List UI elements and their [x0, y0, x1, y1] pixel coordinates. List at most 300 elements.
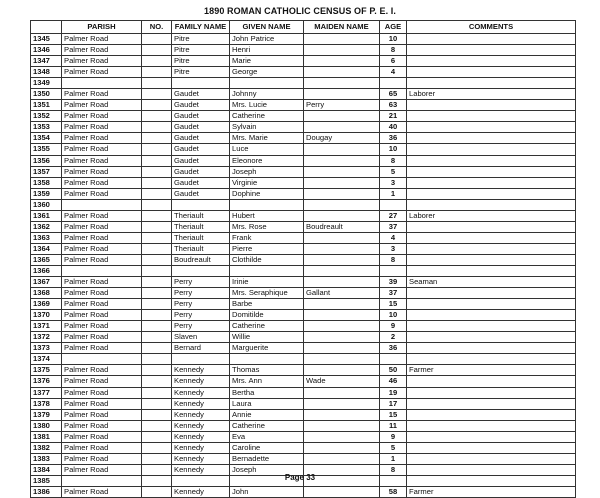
table-row — [31, 45, 576, 56]
maiden-name-cell: Boudreault — [304, 221, 380, 232]
comments-cell — [407, 442, 576, 453]
row-number-cell: 1353 — [31, 122, 62, 133]
age-cell: 8 — [380, 254, 407, 265]
family-name-cell: Kennedy — [172, 365, 230, 376]
row-number-cell: 1351 — [31, 100, 62, 111]
row-number-cell: 1348 — [31, 67, 62, 78]
parish-cell: Palmer Road — [62, 387, 142, 398]
given-name-cell: Catherine — [230, 111, 304, 122]
row-number-cell: 1345 — [31, 34, 62, 45]
parish-cell: Palmer Road — [62, 100, 142, 111]
age-cell: 37 — [380, 221, 407, 232]
comments-cell — [407, 420, 576, 431]
maiden-name-cell — [304, 321, 380, 332]
parish-cell — [62, 78, 142, 89]
age-cell: 17 — [380, 398, 407, 409]
table-row — [31, 387, 576, 398]
age-cell: 11 — [380, 420, 407, 431]
family-name-cell: Perry — [172, 277, 230, 288]
family-name-cell: Perry — [172, 299, 230, 310]
parish-cell: Palmer Road — [62, 34, 142, 45]
age-cell: 15 — [380, 409, 407, 420]
no-cell — [142, 144, 172, 155]
parish-cell: Palmer Road — [62, 89, 142, 100]
parish-cell: Palmer Road — [62, 67, 142, 78]
row-number-cell: 1366 — [31, 265, 62, 276]
maiden-name-cell — [304, 332, 380, 343]
given-name-cell: Thomas — [230, 365, 304, 376]
parish-cell: Palmer Road — [62, 133, 142, 144]
table-row — [31, 177, 576, 188]
no-cell — [142, 442, 172, 453]
parish-cell: Palmer Road — [62, 464, 142, 475]
table-row — [31, 398, 576, 409]
age-cell: 1 — [380, 188, 407, 199]
no-cell — [142, 277, 172, 288]
maiden-name-cell: Dougay — [304, 133, 380, 144]
row-number-cell: 1368 — [31, 288, 62, 299]
age-cell: 3 — [380, 243, 407, 254]
table-row — [31, 89, 576, 100]
given-name-cell: Mrs. Marie — [230, 133, 304, 144]
given-name-cell: Sylvain — [230, 122, 304, 133]
maiden-name-cell — [304, 398, 380, 409]
no-cell — [142, 34, 172, 45]
table-row — [31, 133, 576, 144]
given-name-cell: Catherine — [230, 321, 304, 332]
given-name-cell: Mrs. Ann — [230, 376, 304, 387]
age-cell: 8 — [380, 45, 407, 56]
comments-cell — [407, 34, 576, 45]
parish-cell: Palmer Road — [62, 254, 142, 265]
family-name-cell: Kennedy — [172, 409, 230, 420]
age-cell: 39 — [380, 277, 407, 288]
maiden-name-cell — [304, 210, 380, 221]
given-name-cell: Domitilde — [230, 310, 304, 321]
age-cell: 5 — [380, 442, 407, 453]
family-name-cell: Theriault — [172, 232, 230, 243]
row-number-cell: 1369 — [31, 299, 62, 310]
age-cell: 10 — [380, 144, 407, 155]
row-number-cell: 1361 — [31, 210, 62, 221]
age-cell: 63 — [380, 100, 407, 111]
comments-cell — [407, 67, 576, 78]
comments-cell: Farmer — [407, 486, 576, 497]
given-name-cell: Caroline — [230, 442, 304, 453]
family-name-cell: Theriault — [172, 210, 230, 221]
row-number-cell: 1383 — [31, 453, 62, 464]
maiden-name-cell — [304, 442, 380, 453]
comments-cell — [407, 299, 576, 310]
row-number-cell: 1355 — [31, 144, 62, 155]
maiden-name-cell — [304, 254, 380, 265]
table-row — [31, 221, 576, 232]
family-name-cell: Bernard — [172, 343, 230, 354]
age-cell: 4 — [380, 67, 407, 78]
table-row — [31, 321, 576, 332]
comments-cell — [407, 100, 576, 111]
given-name-cell: Mrs. Seraphique — [230, 288, 304, 299]
comments-cell — [407, 288, 576, 299]
comments-cell — [407, 376, 576, 387]
row-number-cell: 1375 — [31, 365, 62, 376]
maiden-name-cell — [304, 155, 380, 166]
maiden-name-cell — [304, 34, 380, 45]
given-name-cell: Virginie — [230, 177, 304, 188]
parish-cell: Palmer Road — [62, 453, 142, 464]
parish-cell: Palmer Road — [62, 409, 142, 420]
row-number-cell: 1356 — [31, 155, 62, 166]
row-number-cell: 1386 — [31, 486, 62, 497]
maiden-name-cell — [304, 299, 380, 310]
parish-cell: Palmer Road — [62, 299, 142, 310]
age-cell: 58 — [380, 486, 407, 497]
given-name-cell: Barbe — [230, 299, 304, 310]
header-no: NO. — [142, 21, 172, 34]
age-cell: 36 — [380, 133, 407, 144]
age-cell: 15 — [380, 299, 407, 310]
row-number-cell: 1354 — [31, 133, 62, 144]
parish-cell: Palmer Road — [62, 45, 142, 56]
comments-cell — [407, 133, 576, 144]
maiden-name-cell — [304, 78, 380, 89]
age-cell — [380, 354, 407, 365]
parish-cell: Palmer Road — [62, 343, 142, 354]
maiden-name-cell — [304, 277, 380, 288]
table-row — [31, 232, 576, 243]
maiden-name-cell — [304, 265, 380, 276]
age-cell: 37 — [380, 288, 407, 299]
family-name-cell: Kennedy — [172, 453, 230, 464]
no-cell — [142, 133, 172, 144]
family-name-cell: Gaudet — [172, 166, 230, 177]
comments-cell — [407, 387, 576, 398]
table-row — [31, 122, 576, 133]
family-name-cell: Theriault — [172, 221, 230, 232]
parish-cell: Palmer Road — [62, 188, 142, 199]
table-row — [31, 166, 576, 177]
given-name-cell — [230, 78, 304, 89]
given-name-cell — [230, 199, 304, 210]
parish-cell: Palmer Road — [62, 420, 142, 431]
row-number-cell: 1360 — [31, 199, 62, 210]
table-row — [31, 243, 576, 254]
row-number-cell: 1347 — [31, 56, 62, 67]
maiden-name-cell — [304, 232, 380, 243]
no-cell — [142, 376, 172, 387]
comments-cell — [407, 144, 576, 155]
age-cell: 10 — [380, 310, 407, 321]
family-name-cell: Gaudet — [172, 177, 230, 188]
no-cell — [142, 310, 172, 321]
parish-cell: Palmer Road — [62, 486, 142, 497]
maiden-name-cell — [304, 387, 380, 398]
no-cell — [142, 409, 172, 420]
family-name-cell: Theriault — [172, 243, 230, 254]
no-cell — [142, 100, 172, 111]
row-number-cell: 1363 — [31, 232, 62, 243]
age-cell: 3 — [380, 177, 407, 188]
table-row — [31, 310, 576, 321]
row-number-cell: 1370 — [31, 310, 62, 321]
row-number-cell: 1364 — [31, 243, 62, 254]
comments-cell — [407, 188, 576, 199]
table-row — [31, 442, 576, 453]
table-row — [31, 453, 576, 464]
family-name-cell: Gaudet — [172, 122, 230, 133]
header-age: AGE — [380, 21, 407, 34]
family-name-cell: Gaudet — [172, 100, 230, 111]
age-cell — [380, 265, 407, 276]
table-row — [31, 100, 576, 111]
maiden-name-cell — [304, 343, 380, 354]
family-name-cell: Boudreault — [172, 254, 230, 265]
maiden-name-cell — [304, 122, 380, 133]
header-comments: COMMENTS — [407, 21, 576, 34]
row-number-cell: 1352 — [31, 111, 62, 122]
comments-cell — [407, 111, 576, 122]
given-name-cell: Laura — [230, 398, 304, 409]
row-number-cell: 1367 — [31, 277, 62, 288]
family-name-cell — [172, 354, 230, 365]
comments-cell — [407, 431, 576, 442]
parish-cell: Palmer Road — [62, 56, 142, 67]
row-number-cell: 1374 — [31, 354, 62, 365]
header-parish: PARISH — [62, 21, 142, 34]
no-cell — [142, 166, 172, 177]
table-row — [31, 34, 576, 45]
given-name-cell: John Patrice — [230, 34, 304, 45]
comments-cell — [407, 56, 576, 67]
comments-cell — [407, 166, 576, 177]
no-cell — [142, 56, 172, 67]
table-row — [31, 265, 576, 276]
table-row — [31, 188, 576, 199]
given-name-cell: Bertha — [230, 387, 304, 398]
family-name-cell: Kennedy — [172, 442, 230, 453]
given-name-cell: Catherine — [230, 420, 304, 431]
age-cell: 50 — [380, 365, 407, 376]
given-name-cell: Johnny — [230, 89, 304, 100]
family-name-cell: Gaudet — [172, 155, 230, 166]
family-name-cell — [172, 78, 230, 89]
header-row-number — [31, 21, 62, 34]
family-name-cell: Gaudet — [172, 133, 230, 144]
parish-cell: Palmer Road — [62, 111, 142, 122]
age-cell: 9 — [380, 431, 407, 442]
no-cell — [142, 431, 172, 442]
table-row — [31, 299, 576, 310]
given-name-cell: Eva — [230, 431, 304, 442]
family-name-cell: Kennedy — [172, 464, 230, 475]
comments-cell — [407, 354, 576, 365]
no-cell — [142, 221, 172, 232]
page-title: 1890 ROMAN CATHOLIC CENSUS OF P. E. I. — [204, 6, 396, 16]
comments-cell — [407, 199, 576, 210]
age-cell: 27 — [380, 210, 407, 221]
maiden-name-cell — [304, 144, 380, 155]
age-cell: 8 — [380, 155, 407, 166]
comments-cell — [407, 254, 576, 265]
maiden-name-cell — [304, 420, 380, 431]
family-name-cell: Gaudet — [172, 111, 230, 122]
no-cell — [142, 343, 172, 354]
parish-cell: Palmer Road — [62, 431, 142, 442]
table-row — [31, 277, 576, 288]
row-number-cell: 1350 — [31, 89, 62, 100]
parish-cell — [62, 265, 142, 276]
table-row — [31, 288, 576, 299]
parish-cell: Palmer Road — [62, 398, 142, 409]
parish-cell: Palmer Road — [62, 232, 142, 243]
no-cell — [142, 299, 172, 310]
family-name-cell: Slaven — [172, 332, 230, 343]
given-name-cell: Luce — [230, 144, 304, 155]
parish-cell: Palmer Road — [62, 144, 142, 155]
comments-cell: Laborer — [407, 89, 576, 100]
family-name-cell: Perry — [172, 321, 230, 332]
maiden-name-cell — [304, 56, 380, 67]
census-body — [31, 34, 576, 498]
header-row — [31, 21, 576, 34]
comments-cell — [407, 232, 576, 243]
no-cell — [142, 155, 172, 166]
no-cell — [142, 387, 172, 398]
maiden-name-cell — [304, 45, 380, 56]
table-row — [31, 144, 576, 155]
parish-cell: Palmer Road — [62, 365, 142, 376]
maiden-name-cell — [304, 67, 380, 78]
maiden-name-cell — [304, 111, 380, 122]
family-name-cell: Kennedy — [172, 398, 230, 409]
header-given-name: GIVEN NAME — [230, 21, 304, 34]
no-cell — [142, 254, 172, 265]
parish-cell: Palmer Road — [62, 332, 142, 343]
family-name-cell — [172, 265, 230, 276]
given-name-cell: John — [230, 486, 304, 497]
family-name-cell: Pitre — [172, 45, 230, 56]
parish-cell: Palmer Road — [62, 288, 142, 299]
age-cell: 8 — [380, 464, 407, 475]
age-cell: 10 — [380, 34, 407, 45]
no-cell — [142, 122, 172, 133]
comments-cell — [407, 398, 576, 409]
comments-cell — [407, 243, 576, 254]
parish-cell: Palmer Road — [62, 310, 142, 321]
given-name-cell: Annie — [230, 409, 304, 420]
family-name-cell: Pitre — [172, 34, 230, 45]
no-cell — [142, 243, 172, 254]
family-name-cell: Gaudet — [172, 89, 230, 100]
no-cell — [142, 67, 172, 78]
parish-cell — [62, 199, 142, 210]
age-cell — [380, 199, 407, 210]
age-cell: 21 — [380, 111, 407, 122]
maiden-name-cell — [304, 409, 380, 420]
comments-cell: Seaman — [407, 277, 576, 288]
given-name-cell: Mrs. Rose — [230, 221, 304, 232]
family-name-cell: Kennedy — [172, 376, 230, 387]
table-row — [31, 354, 576, 365]
row-number-cell: 1378 — [31, 398, 62, 409]
family-name-cell: Pitre — [172, 56, 230, 67]
age-cell: 9 — [380, 321, 407, 332]
parish-cell: Palmer Road — [62, 155, 142, 166]
table-row — [31, 78, 576, 89]
maiden-name-cell: Perry — [304, 100, 380, 111]
age-cell: 1 — [380, 453, 407, 464]
no-cell — [142, 453, 172, 464]
comments-cell — [407, 310, 576, 321]
no-cell — [142, 354, 172, 365]
family-name-cell: Kennedy — [172, 420, 230, 431]
page-number: Page 33 — [284, 473, 316, 482]
table-row — [31, 56, 576, 67]
age-cell: 6 — [380, 56, 407, 67]
family-name-cell: Perry — [172, 310, 230, 321]
maiden-name-cell — [304, 453, 380, 464]
header-maiden-name: MAIDEN NAME — [304, 21, 380, 34]
no-cell — [142, 321, 172, 332]
given-name-cell: Hubert — [230, 210, 304, 221]
given-name-cell — [230, 265, 304, 276]
given-name-cell: Frank — [230, 232, 304, 243]
no-cell — [142, 188, 172, 199]
row-number-cell: 1380 — [31, 420, 62, 431]
row-number-cell: 1362 — [31, 221, 62, 232]
comments-cell — [407, 155, 576, 166]
age-cell: 5 — [380, 166, 407, 177]
maiden-name-cell: Gallant — [304, 288, 380, 299]
no-cell — [142, 89, 172, 100]
table-row — [31, 409, 576, 420]
given-name-cell — [230, 354, 304, 365]
family-name-cell: Kennedy — [172, 387, 230, 398]
maiden-name-cell — [304, 354, 380, 365]
family-name-cell — [172, 199, 230, 210]
table-row — [31, 420, 576, 431]
parish-cell: Palmer Road — [62, 376, 142, 387]
row-number-cell: 1365 — [31, 254, 62, 265]
table-row — [31, 431, 576, 442]
parish-cell: Palmer Road — [62, 221, 142, 232]
parish-cell: Palmer Road — [62, 166, 142, 177]
given-name-cell: Dophine — [230, 188, 304, 199]
comments-cell — [407, 177, 576, 188]
given-name-cell: Pierre — [230, 243, 304, 254]
no-cell — [142, 288, 172, 299]
maiden-name-cell — [304, 199, 380, 210]
no-cell — [142, 365, 172, 376]
no-cell — [142, 111, 172, 122]
given-name-cell: Willie — [230, 332, 304, 343]
table-row — [31, 155, 576, 166]
given-name-cell: Marie — [230, 56, 304, 67]
comments-cell — [407, 343, 576, 354]
given-name-cell: Eleonore — [230, 155, 304, 166]
comments-cell — [407, 332, 576, 343]
age-cell — [380, 78, 407, 89]
table-row — [31, 254, 576, 265]
no-cell — [142, 398, 172, 409]
given-name-cell: Henri — [230, 45, 304, 56]
parish-cell: Palmer Road — [62, 177, 142, 188]
age-cell: 2 — [380, 332, 407, 343]
table-row — [31, 376, 576, 387]
row-number-cell: 1376 — [31, 376, 62, 387]
row-number-cell: 1371 — [31, 321, 62, 332]
age-cell: 19 — [380, 387, 407, 398]
